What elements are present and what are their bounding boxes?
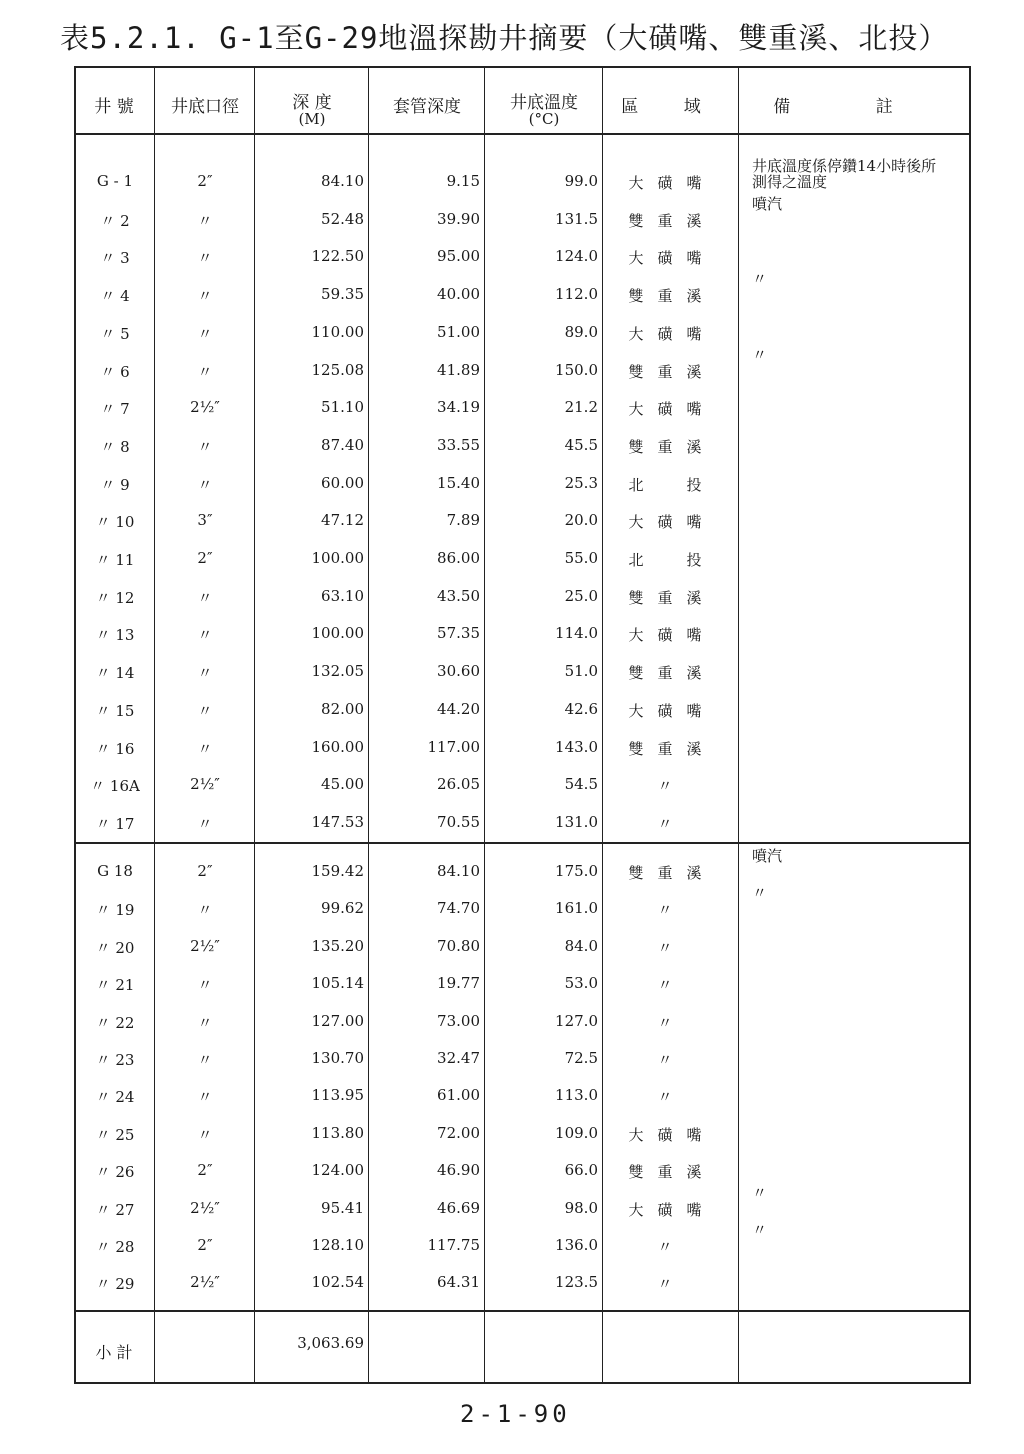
table-bottom-rule [74,1382,969,1384]
cell-well: 〃 4 [100,287,130,306]
cell-depth: 130.70 [311,1049,364,1067]
cell-casing: 74.70 [437,899,480,918]
cell-region: 雙重溪 [628,588,716,607]
cell-region: 〃 [657,901,687,920]
col-rule-4 [484,66,485,1382]
cell-region: 〃 [657,1238,687,1256]
cell-well: 〃 16 [95,739,135,758]
cell-casing: 46.69 [437,1198,480,1217]
cell-well: 〃 22 [95,1013,135,1032]
cell-temp: 51.0 [564,662,598,681]
cell-dia: 〃 [197,701,213,720]
cell-dia: 〃 [197,211,213,230]
cell-casing: 32.47 [437,1049,480,1067]
cell-temp: 127.0 [555,1011,598,1030]
cell-region: 大磺嘴 [628,1125,716,1144]
cell-temp: 84.0 [564,936,598,955]
cell-casing: 26.05 [437,775,480,794]
col-rule-1 [154,66,155,1382]
cell-dia: 〃 [197,475,213,494]
cell-depth: 113.95 [311,1086,364,1105]
header-depth-unit: (M) [298,110,326,128]
cell-dia: 〃 [197,976,213,995]
cell-region: 〃 [657,777,687,796]
cell-depth: 113.80 [311,1123,364,1142]
cell-depth: 110.00 [311,322,364,341]
cell-well: 〃 2 [100,211,130,230]
cell-dia: 2″ [197,549,213,567]
cell-temp: 55.0 [564,549,598,567]
cell-temp: 89.0 [564,322,598,341]
cell-dia: 〃 [197,249,213,268]
cell-depth: 124.00 [311,1161,364,1180]
cell-dia: 2″ [197,172,213,190]
cell-region: 大磺嘴 [628,626,716,645]
cell-dia: 〃 [197,901,213,920]
cell-well: G - 1 [96,172,134,190]
cell-dia: 〃 [197,1013,213,1032]
cell-temp: 45.5 [564,435,598,454]
cell-region: 〃 [657,814,687,833]
cell-well: 〃 20 [95,938,135,957]
page-number: 2-1-90 [460,1400,571,1428]
cell-depth: 147.53 [311,812,364,831]
cell-casing: 34.19 [437,398,480,417]
cell-depth: 52.48 [321,209,364,228]
cell-dia: 〃 [197,1088,213,1107]
cell-depth: 159.42 [311,862,364,880]
cell-depth: 87.40 [321,435,364,454]
cell-temp: 109.0 [555,1123,598,1142]
cell-temp: 161.0 [555,899,598,918]
cell-region: 雙重溪 [628,864,716,882]
header-well-no: 井 號 [94,97,134,117]
cell-region: 〃 [657,1088,687,1107]
cell-casing: 30.60 [437,662,480,681]
cell-casing: 57.35 [437,624,480,643]
cell-casing: 86.00 [437,549,480,567]
cell-dia: 〃 [197,588,213,607]
cell-dia: 〃 [197,664,213,683]
cell-well: 〃 5 [100,324,130,343]
cell-temp: 175.0 [555,862,598,880]
cell-depth: 125.08 [311,360,364,379]
cell-temp: 143.0 [555,737,598,756]
cell-depth: 45.00 [321,775,364,794]
cell-depth: 160.00 [311,737,364,756]
cell-casing: 64.31 [437,1273,480,1292]
cell-region: 大磺嘴 [628,513,716,532]
cell-temp: 136.0 [555,1236,598,1254]
cell-casing: 19.77 [437,974,480,993]
cell-dia: 〃 [197,362,213,381]
cell-well: 〃 26 [95,1163,135,1182]
cell-well: 〃 6 [100,362,130,381]
cell-depth: 59.35 [321,285,364,304]
cell-remark: 噴汽 [752,847,783,865]
cell-depth: 102.54 [311,1273,364,1292]
cell-dia: 2″ [197,1236,213,1254]
cell-temp: 131.0 [555,812,598,831]
cell-well: G 18 [97,862,133,880]
document-title: 表5.2.1. G-1至G-29地溫探勘井摘要（大磺嘴、雙重溪、北投） [60,21,949,55]
cell-temp: 124.0 [555,247,598,266]
cell-dia: 2″ [197,862,213,880]
cell-casing: 72.00 [437,1123,480,1142]
cell-dia: 2½″ [190,1198,220,1217]
cell-well: 〃 21 [95,976,135,995]
cell-well: 〃 7 [100,400,130,419]
cell-casing: 70.80 [437,936,480,955]
cell-depth: 82.00 [321,699,364,718]
cell-temp: 25.0 [564,586,598,605]
cell-temp: 21.2 [564,398,598,417]
cell-casing: 73.00 [437,1011,480,1030]
cell-depth: 99.62 [321,899,364,918]
cell-remark: 〃 [752,884,768,903]
cell-well: 〃 27 [95,1200,135,1219]
cell-temp: 66.0 [564,1161,598,1180]
cell-casing: 44.20 [437,699,480,718]
cell-depth: 135.20 [311,936,364,955]
cell-remark: 噴汽 [752,194,783,213]
cell-casing: 70.55 [437,812,480,831]
cell-casing: 41.89 [437,360,480,379]
header-rule [74,133,969,135]
cell-well: 〃 25 [95,1125,135,1144]
header-remarks: 備 註 [773,97,933,117]
cell-dia: 2½″ [190,775,220,794]
cell-casing: 61.00 [437,1086,480,1105]
cell-temp: 99.0 [564,172,598,190]
header-casing-depth: 套管深度 [393,97,461,117]
subtotal-depth: 3,063.69 [297,1334,364,1352]
cell-depth: 51.10 [321,398,364,417]
cell-casing: 84.10 [437,862,480,880]
cell-casing: 40.00 [437,285,480,304]
cell-casing: 95.00 [437,247,480,266]
cell-temp: 54.5 [564,775,598,794]
cell-casing: 51.00 [437,322,480,341]
cell-casing: 117.75 [427,1236,480,1254]
cell-region: 大磺嘴 [628,701,716,720]
cell-remark: 〃 [752,345,768,364]
col-rule-2 [254,66,255,1382]
cell-casing: 39.90 [437,209,480,228]
cell-well: 〃 3 [100,249,130,268]
cell-casing: 9.15 [446,172,480,190]
cell-remark: 〃 [752,1221,768,1239]
cell-region: 雙重溪 [628,362,716,381]
cell-casing: 15.40 [437,473,480,492]
cell-well: 〃 13 [95,626,135,645]
cell-temp: 20.0 [564,511,598,530]
subtotal-rule [74,1310,969,1312]
cell-well: 〃 23 [95,1051,135,1069]
cell-remark: 〃 [752,1183,768,1202]
cell-temp: 98.0 [564,1198,598,1217]
cell-casing: 43.50 [437,586,480,605]
cell-region: 大磺嘴 [628,400,716,419]
header-bottom-temp: 井底溫度 [510,93,578,113]
cell-well: 〃 9 [100,475,130,494]
cell-depth: 128.10 [311,1236,364,1254]
cell-casing: 7.89 [446,511,480,530]
cell-well: 〃 28 [95,1238,135,1256]
cell-depth: 122.50 [311,247,364,266]
cell-temp: 114.0 [555,624,598,643]
cell-dia: 〃 [197,739,213,758]
header-bottom-diameter: 井底口徑 [171,97,239,117]
cell-well: 〃 16A [90,777,140,796]
cell-temp: 53.0 [564,974,598,993]
cell-temp: 113.0 [555,1086,598,1105]
cell-well: 〃 15 [95,701,135,720]
cell-depth: 127.00 [311,1011,364,1030]
col-rule-5 [602,66,603,1382]
cell-region: 〃 [657,976,687,995]
cell-region: 大磺嘴 [628,249,716,268]
cell-remark: 〃 [752,270,768,289]
cell-region: 雙重溪 [628,211,716,230]
cell-region: 大磺嘴 [628,324,716,343]
cell-depth: 100.00 [311,549,364,567]
cell-remark: 井底溫度係停鑽14小時後所測得之溫度 [752,157,937,191]
header-temp-unit: (°C) [528,110,560,128]
cell-temp: 25.3 [564,473,598,492]
cell-temp: 72.5 [564,1049,598,1067]
cell-region: 北 投 [628,551,716,569]
cell-depth: 63.10 [321,586,364,605]
cell-temp: 150.0 [555,360,598,379]
cell-region: 〃 [657,938,687,957]
cell-well: 〃 12 [95,588,135,607]
section-rule [74,842,969,844]
cell-well: 〃 24 [95,1088,135,1107]
cell-depth: 100.00 [311,624,364,643]
cell-dia: 〃 [197,437,213,456]
cell-region: 大磺嘴 [628,174,716,192]
cell-region: 〃 [657,1275,687,1294]
cell-dia: 〃 [197,814,213,833]
cell-dia: 〃 [197,287,213,306]
header-region: 區 域 [621,97,721,117]
cell-temp: 42.6 [564,699,598,718]
cell-dia: 2½″ [190,936,220,955]
cell-depth: 84.10 [321,172,364,190]
cell-temp: 131.5 [555,209,598,228]
cell-well: 〃 19 [95,901,135,920]
cell-region: 〃 [657,1013,687,1032]
cell-casing: 46.90 [437,1161,480,1180]
cell-region: 雙重溪 [628,287,716,306]
cell-depth: 95.41 [321,1198,364,1217]
col-rule-6 [738,66,739,1382]
cell-region: 大磺嘴 [628,1200,716,1219]
cell-well: 〃 11 [95,551,135,569]
cell-dia: 〃 [197,1051,213,1069]
cell-well: 〃 14 [95,664,135,683]
cell-region: 〃 [657,1051,687,1069]
col-rule-3 [368,66,369,1382]
cell-dia: 2″ [197,1161,213,1180]
cell-dia: 〃 [197,626,213,645]
cell-dia: 〃 [197,324,213,343]
cell-temp: 123.5 [555,1273,598,1292]
cell-dia: 〃 [197,1125,213,1144]
cell-casing: 117.00 [427,737,480,756]
subtotal-label: 小 計 [95,1343,133,1362]
cell-depth: 47.12 [321,511,364,530]
cell-region: 雙重溪 [628,664,716,683]
cell-depth: 132.05 [311,662,364,681]
cell-temp: 112.0 [555,285,598,304]
cell-region: 雙重溪 [628,437,716,456]
cell-dia: 3″ [197,511,213,530]
cell-dia: 2½″ [190,1273,220,1292]
cell-well: 〃 8 [100,437,130,456]
cell-region: 北 投 [628,475,716,494]
cell-well: 〃 10 [95,513,135,532]
cell-depth: 60.00 [321,473,364,492]
cell-well: 〃 29 [95,1275,135,1294]
cell-depth: 105.14 [311,974,364,993]
cell-region: 雙重溪 [628,1163,716,1182]
cell-well: 〃 17 [95,814,135,833]
cell-casing: 33.55 [437,435,480,454]
cell-dia: 2½″ [190,398,220,417]
table-top-rule [74,66,969,68]
header-depth: 深 度 [292,93,332,113]
cell-region: 雙重溪 [628,739,716,758]
